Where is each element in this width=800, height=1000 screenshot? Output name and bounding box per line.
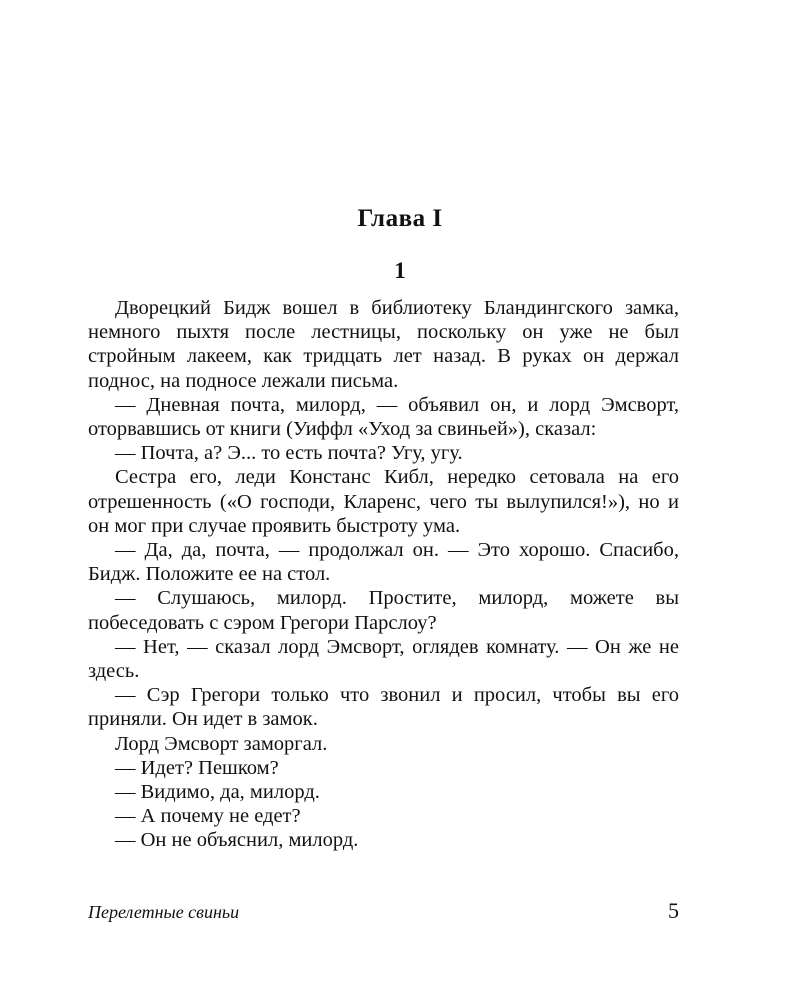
paragraph: — Нет, — сказал лорд Эмсворт, оглядев комнату. — Он же не здесь. [88,635,679,683]
body-text [88,296,679,853]
paragraph: — А почему не едет? [115,805,301,828]
paragraph: Дворецкий Бидж вошел в библиотеку Бландингского замка, немного пыхтя после лестницы, поскольку он уже не был стройным лакеем, как тридцать лет назад. В руках он держал поднос, на подносе лежали письма. [88,297,679,392]
paragraph: — Видимо, да, милорд. [115,781,320,804]
paragraph: — Он не объяснил, милорд. [115,829,359,852]
paragraph: Сестра его, леди Констанс Кибл, нередко сетовала на его отрешенность («О господи, Кларенс, чего ты вылупился!»), но и он мог при случае проявить быстроту ума. [88,466,679,537]
page-number: 5 [668,898,679,923]
paragraph: — Да, да, почта, — продолжал он. — Это хорошо. Спасибо, Бидж. Положите ее на стол. [88,539,679,586]
paragraph: Лорд Эмсворт заморгал. [115,732,328,755]
paragraph: — Почта, а? Э... то есть почта? Угу, угу. [115,442,463,465]
paragraph: — Дневная почта, милорд, — объявил он, и лорд Эмсворт, оторвавшись от книги (Уиффл «Уход за свиньей»), сказал: [88,393,679,441]
paragraph: — Сэр Грегори только что звонил и просил, чтобы вы его приняли. Он идет в замок. [88,684,679,731]
paragraph: — Слушаюсь, милорд. Простите, милорд, можете вы побеседовать с сэром Грегори Парслоу? [88,587,679,634]
paragraph: — Идет? Пешком? [115,756,279,779]
chapter-title: Глава I [357,205,443,232]
section-number: 1 [394,258,406,283]
running-footer-book-title: Перелетные свиньи [88,902,240,922]
